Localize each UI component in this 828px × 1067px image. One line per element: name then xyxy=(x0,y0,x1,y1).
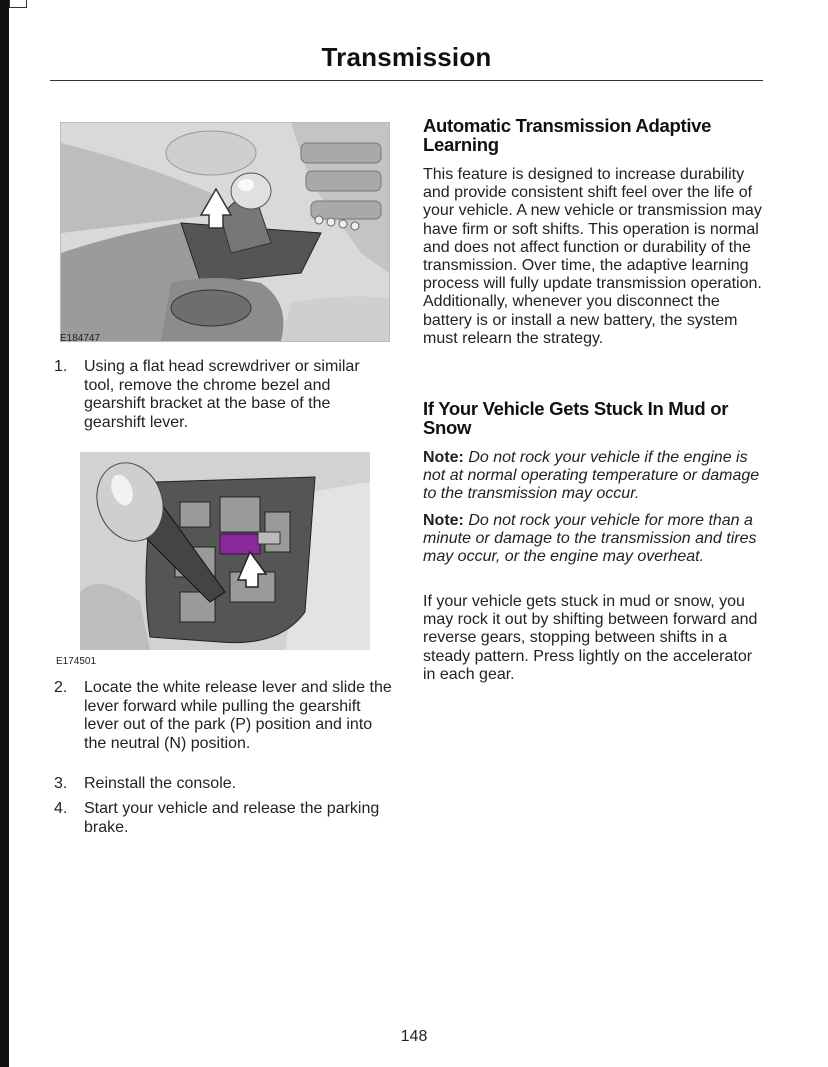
step-text: Locate the white release lever and slide the lever forward while pulling the gearshift lever out of the park (P) position and into the neutral (N) position. xyxy=(84,679,392,752)
title-divider xyxy=(50,80,763,81)
step-number: 4. xyxy=(54,800,68,817)
step-text: Start your vehicle and release the parking brake. xyxy=(84,800,380,836)
note-label: Note: xyxy=(423,449,464,466)
section-heading-adaptive-learning: Automatic Transmission Adaptive Learning xyxy=(423,115,712,155)
corner-mark xyxy=(9,0,27,8)
note-text: Do not rock your vehicle if the engine is not at normal operating temperature or damage to the transmission may occur. xyxy=(423,449,760,503)
figure-gearshift-bezel xyxy=(60,122,390,342)
note-label: Note: xyxy=(423,512,464,529)
step-3 xyxy=(54,775,394,794)
gearshift-bezel-illustration xyxy=(61,123,389,341)
adaptive-learning-paragraph: This feature is designed to increase durability and provide consistent shift feel over the life of your vehicle. A new vehicle or transmission may have firm or soft shifts. This operation is normal and does not affect function or durability of the transmission. Over time, the adaptive learning process will fully update transmission operation. Additionally, whenever you disconnect the battery is or install a new battery, the system must relearn the strategy. xyxy=(423,166,762,347)
step-number: 3. xyxy=(54,775,68,792)
step-1 xyxy=(54,358,394,432)
left-edge-bar xyxy=(0,0,9,1067)
release-lever-illustration xyxy=(80,452,370,650)
note-text: Do not rock your vehicle for more than a minute or damage to the transmission and tires may occur, or the engine may overheat. xyxy=(423,512,757,566)
figure-release-lever xyxy=(80,452,370,650)
step-number: 2. xyxy=(54,679,68,696)
step-number: 1. xyxy=(54,358,68,375)
note-1 xyxy=(423,449,768,504)
figure-code: E174501 xyxy=(56,656,97,667)
step-text: Reinstall the console. xyxy=(84,775,237,792)
figure-code: E184747 xyxy=(60,333,101,344)
page-title: Transmission xyxy=(321,42,492,72)
step-2 xyxy=(54,679,394,753)
step-text: Using a flat head screwdriver or similar tool, remove the chrome bezel and gearshift bracket at the base of the gearshift lever. xyxy=(84,358,360,431)
stuck-in-mud-paragraph: If your vehicle gets stuck in mud or snow, you may rock it out by shifting between forward and reverse gears, stopping between shifts in a steady pattern. Press lightly on the accelerator in each gear. xyxy=(423,593,758,683)
step-4 xyxy=(54,800,394,837)
section-heading-stuck-in-mud: If Your Vehicle Gets Stuck In Mud or Snow xyxy=(423,398,729,438)
note-2 xyxy=(423,512,768,567)
page-number: 148 xyxy=(400,1028,428,1045)
